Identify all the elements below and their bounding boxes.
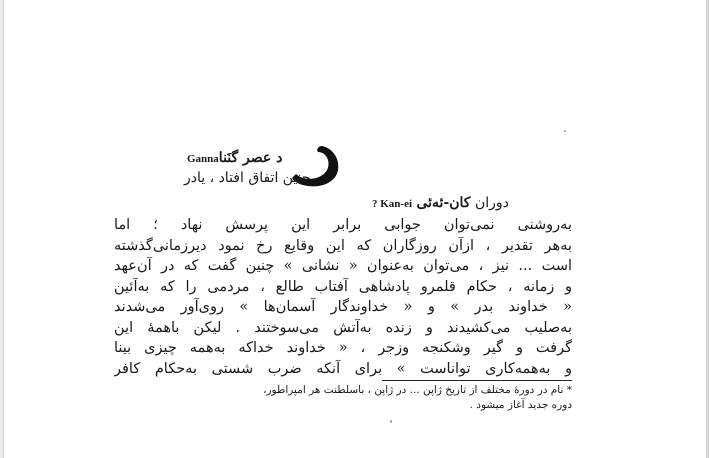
body-line: بەصلیب می‌کشیدند و زنده بەآتش می‌سوختند . لیکن باهمهٔ این bbox=[114, 319, 572, 336]
body-line: و زمانه ، حکام قلمرو پادشاهی آفتاب طالع ، مردمی را که بەآئین bbox=[114, 278, 572, 295]
body-line: و بەهمه‌کاری تواناست » برای آنکه ضرب شستی بەحکام کافر bbox=[114, 360, 572, 377]
footnote-line: دوره جدید آغاز میشود . bbox=[469, 399, 572, 411]
era-latin: Kan-ei ? bbox=[372, 198, 413, 210]
footnote-rule bbox=[382, 380, 572, 381]
era-name: کان-ئەئی bbox=[416, 195, 471, 211]
era-prefix: دوران bbox=[474, 195, 509, 211]
body-line: گرفت و گیر وشکنجه وزجر ، « خداوند خداکه بەهمه چیزی بینا bbox=[114, 340, 572, 356]
chapter-heading-latin: Ganna bbox=[187, 153, 219, 165]
body-line: است ... نیز ، می‌توان بەعنوان « نشانی » چنین گفت که در آن‌عهد bbox=[114, 258, 572, 274]
body-paragraph bbox=[114, 215, 572, 379]
body-line: بەروشنی نمی‌توان جوابی برابر این پرسش نهاد ؛ اما bbox=[114, 217, 572, 233]
chapter-heading-text: د عصر گنَنا bbox=[218, 150, 283, 166]
dropcap-letter bbox=[282, 138, 352, 198]
chapter-heading bbox=[184, 150, 282, 166]
footnote-line: * نام در دورهٔ مختلف از تاریخ ژاپن ... در ژاپن ، باسلطنت هر امپراطور، bbox=[263, 384, 572, 396]
scan-speck bbox=[390, 420, 392, 423]
body-line: « خداوند بدر » و « خداوندگار آسمان‌ها » روی‌آور می‌شدند bbox=[114, 299, 572, 315]
scan-speck bbox=[564, 130, 566, 132]
chapter-heading-line2: چنین اتفاق افتاد ، یادر bbox=[184, 170, 311, 186]
footnote bbox=[144, 383, 572, 413]
body-line: بەهر تقدیر ، ازآن روزگاران که این وقایع رخ نمود دیرزمانی‌گذشته bbox=[114, 237, 572, 254]
scanned-page bbox=[4, 0, 706, 458]
era-subtitle bbox=[372, 195, 509, 211]
page-content bbox=[4, 0, 706, 458]
